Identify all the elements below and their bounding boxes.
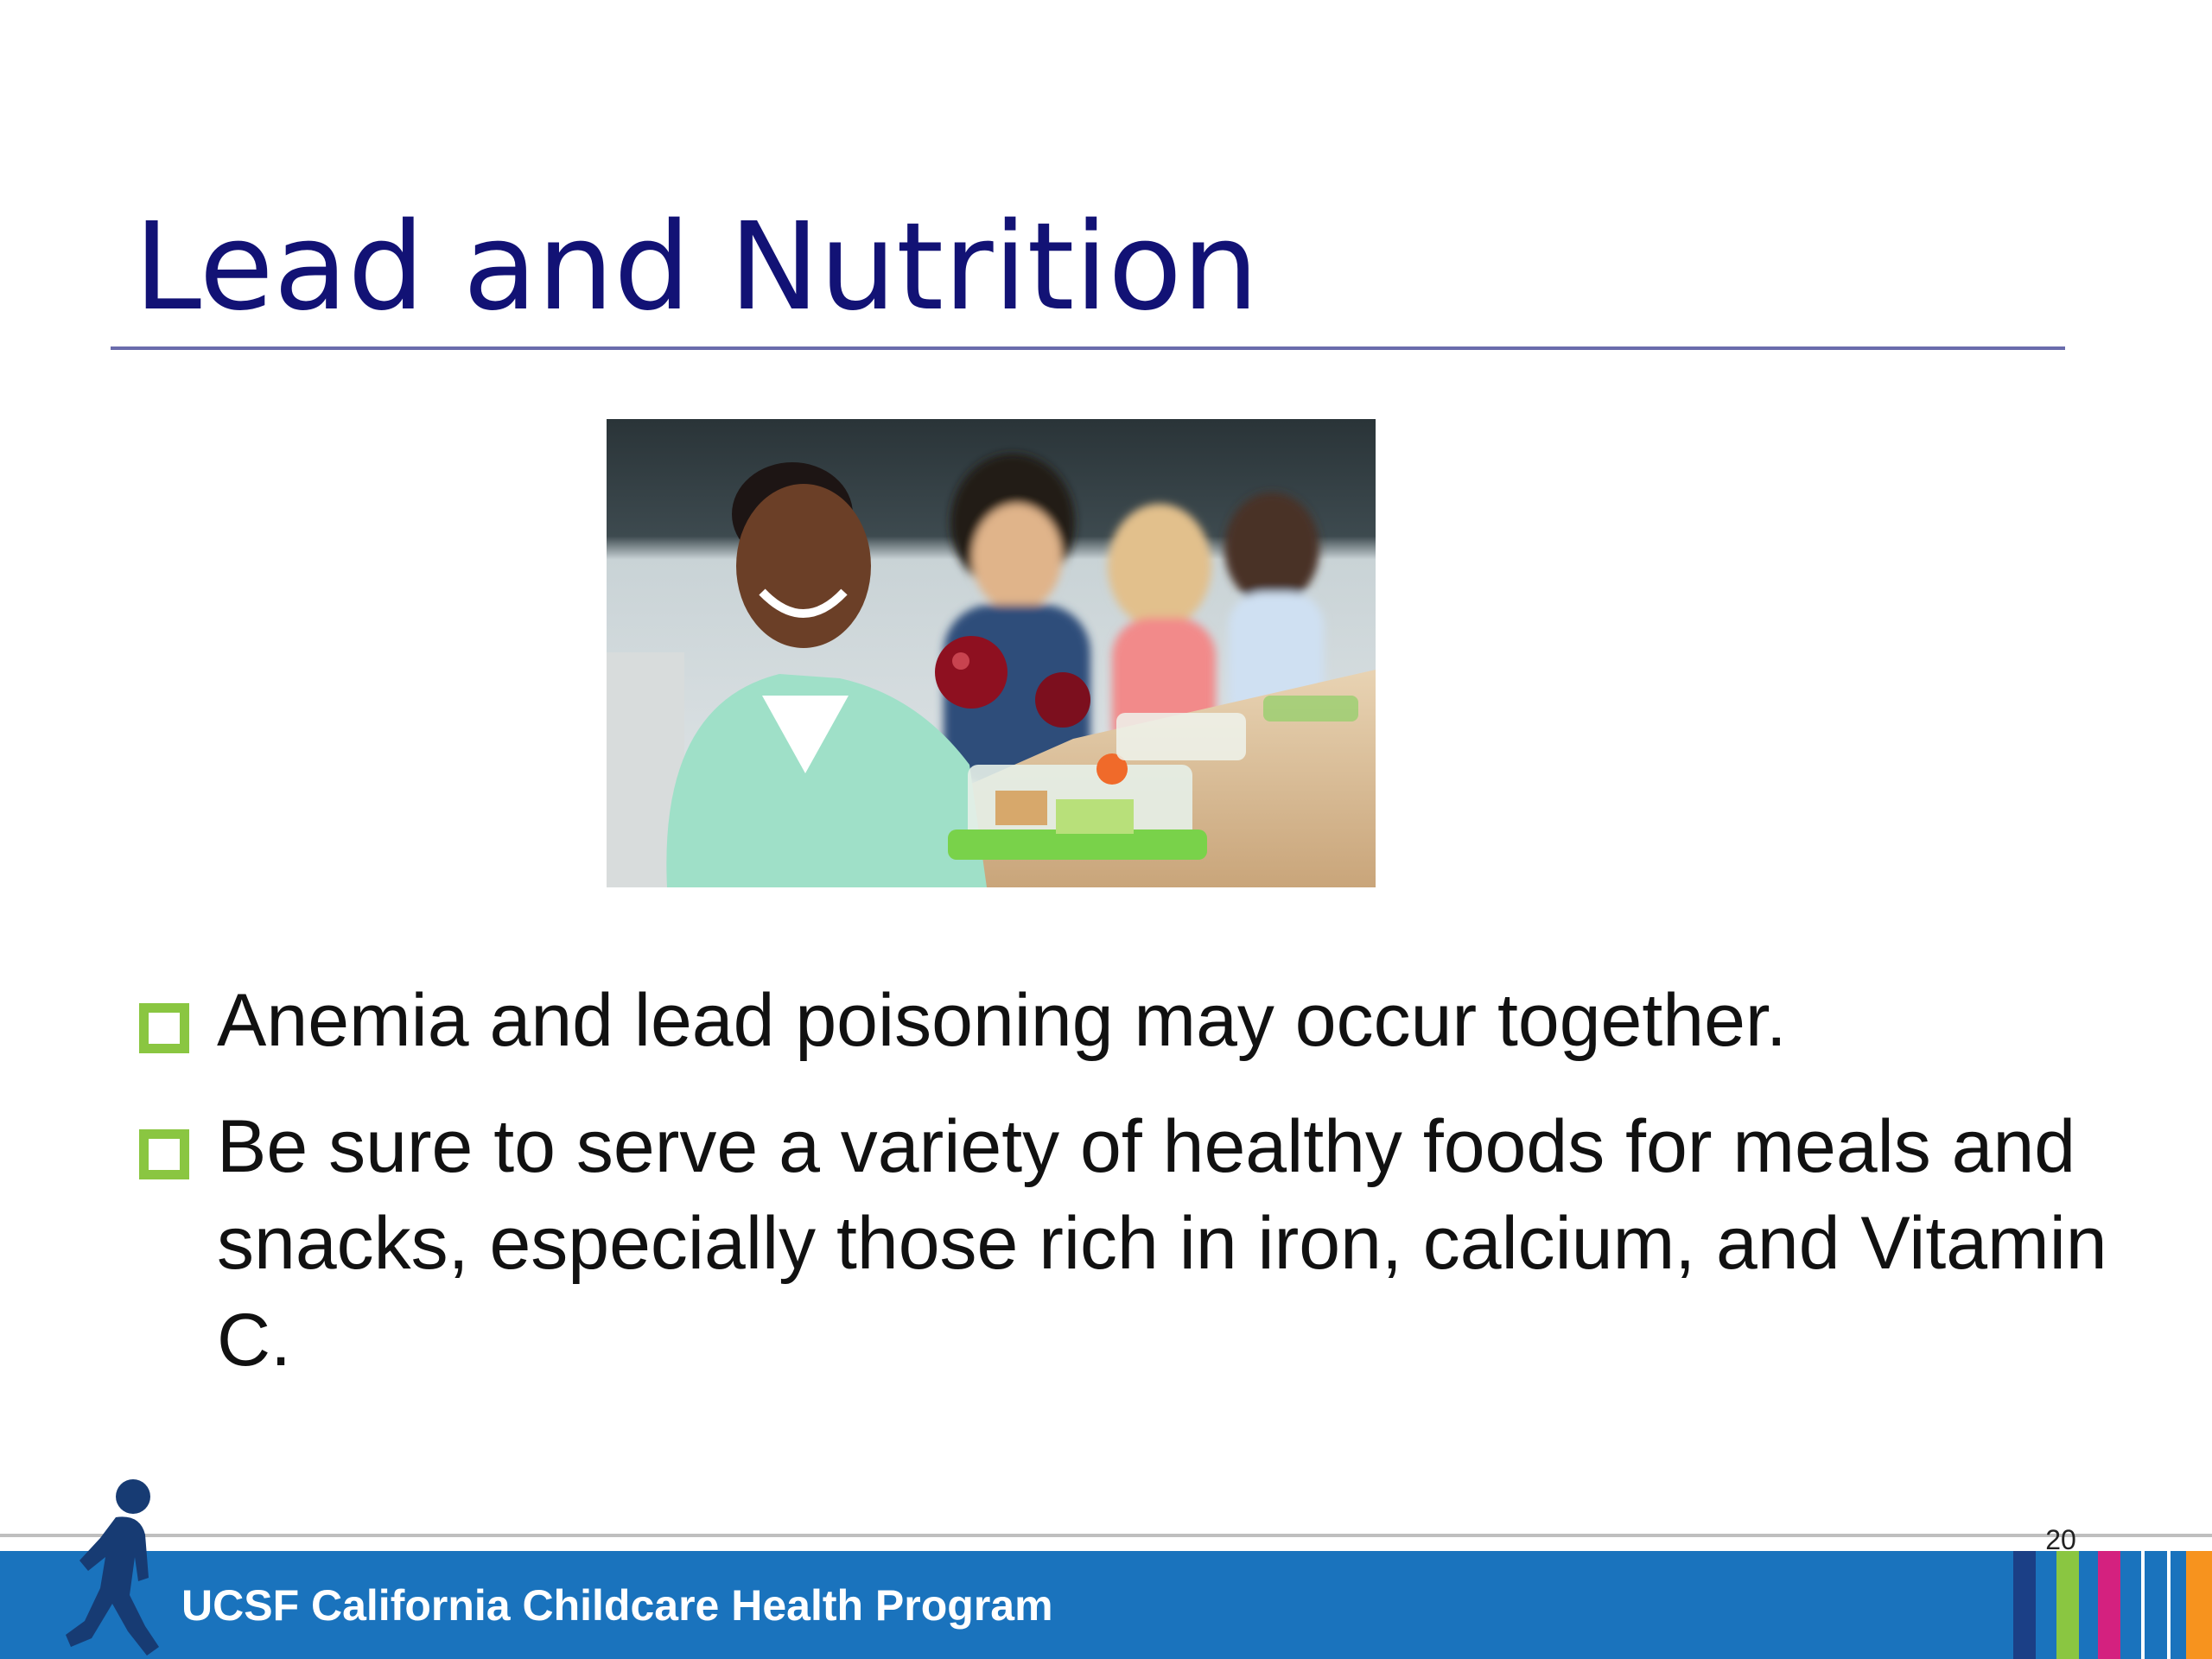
bullet-text: Anemia and lead poisoning may occur together. <box>217 979 1787 1062</box>
footer-stripe <box>2186 1551 2212 1659</box>
footer-divider <box>0 1534 2212 1537</box>
footer-stripe <box>2141 1551 2171 1659</box>
square-bullet-icon <box>139 1003 189 1053</box>
page-number: 20 <box>2045 1524 2076 1555</box>
footer-stripe <box>2098 1551 2120 1659</box>
title-divider <box>111 346 2065 350</box>
children-eating-photo <box>607 419 1376 887</box>
bullet-item <box>134 972 2121 1069</box>
footer-stripe <box>2013 1551 2036 1659</box>
footer-stripe <box>2056 1551 2079 1659</box>
bullet-list <box>134 972 2121 1418</box>
footer-organization: UCSF California Childcare Health Program <box>181 1581 1053 1630</box>
slide-title: Lead and Nutrition <box>134 197 1259 338</box>
square-bullet-icon <box>139 1129 189 1179</box>
bullet-item <box>134 1098 2121 1389</box>
bullet-text: Be sure to serve a variety of healthy foods for meals and snacks, especially those rich in iron, calcium, and Vitamin C. <box>217 1105 2107 1382</box>
running-child-logo-icon <box>62 1474 166 1659</box>
